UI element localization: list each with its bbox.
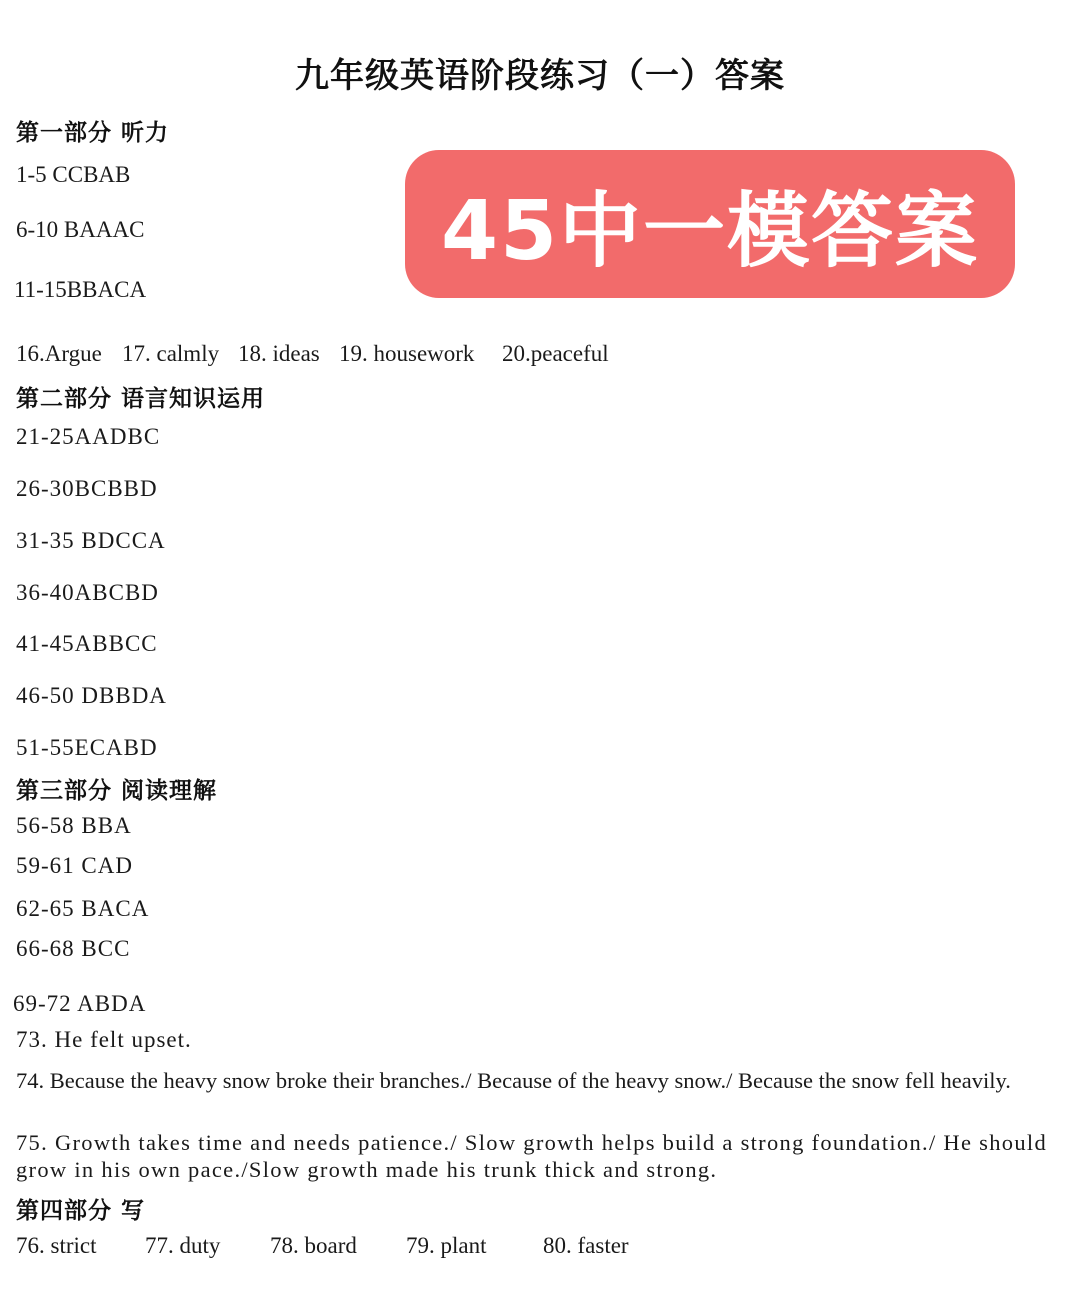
section-heading-writing: 第四部分 写 bbox=[16, 1198, 146, 1224]
answer-line: 46-50 DBBDA bbox=[16, 683, 167, 708]
writing-answer: 76. strict bbox=[16, 1233, 97, 1258]
section-heading-reading: 第三部分 阅读理解 bbox=[16, 778, 218, 804]
fill-answer: 17. calmly bbox=[122, 341, 220, 366]
writing-answer: 80. faster bbox=[543, 1233, 629, 1258]
answer-line: 59-61 CAD bbox=[16, 853, 133, 878]
writing-answer: 77. duty bbox=[145, 1233, 221, 1258]
section-heading-language: 第二部分 语言知识运用 bbox=[16, 386, 266, 412]
answer-line: 69-72 ABDA bbox=[13, 991, 147, 1016]
answer-line: 26-30BCBBD bbox=[16, 476, 158, 501]
answer-line: 31-35 BDCCA bbox=[16, 528, 166, 553]
fill-answer: 20.peaceful bbox=[502, 341, 609, 366]
answer-banner bbox=[405, 150, 1015, 298]
answer-line: 11-15BBACA bbox=[14, 277, 147, 302]
answer-line: 56-58 BBA bbox=[16, 813, 132, 838]
answer-q73: 73. He felt upset. bbox=[16, 1027, 192, 1052]
answer-line: 6-10 BAAAC bbox=[16, 217, 145, 242]
answer-line: 1-5 CCBAB bbox=[16, 162, 131, 187]
answer-q75: 75. Growth takes time and needs patience./ Slow growth helps build a strong foundation./ He should grow in his own pace./Slow growth made his trunk thick and strong. bbox=[16, 1130, 1047, 1182]
answer-line: 66-68 BCC bbox=[16, 936, 131, 961]
fill-answer: 18. ideas bbox=[238, 341, 320, 366]
fill-answer: 19. housework bbox=[339, 341, 475, 366]
banner-text: 45中一模答案 bbox=[440, 183, 980, 279]
answer-line: 41-45ABBCC bbox=[16, 631, 158, 656]
section-heading-listening: 第一部分 听力 bbox=[16, 120, 170, 146]
page-title: 九年级英语阶段练习（一）答案 bbox=[295, 56, 785, 96]
answer-line: 21-25AADBC bbox=[16, 424, 161, 449]
writing-answer: 78. board bbox=[270, 1233, 357, 1258]
writing-answer: 79. plant bbox=[406, 1233, 487, 1258]
fill-answer: 16.Argue bbox=[16, 341, 102, 366]
answer-line: 51-55ECABD bbox=[16, 735, 158, 760]
answer-line: 36-40ABCBD bbox=[16, 580, 159, 605]
answer-line: 62-65 BACA bbox=[16, 896, 150, 921]
answer-q74: 74. Because the heavy snow broke their branches./ Because of the heavy snow./ Because the snow fell heavily. bbox=[16, 1068, 1011, 1093]
